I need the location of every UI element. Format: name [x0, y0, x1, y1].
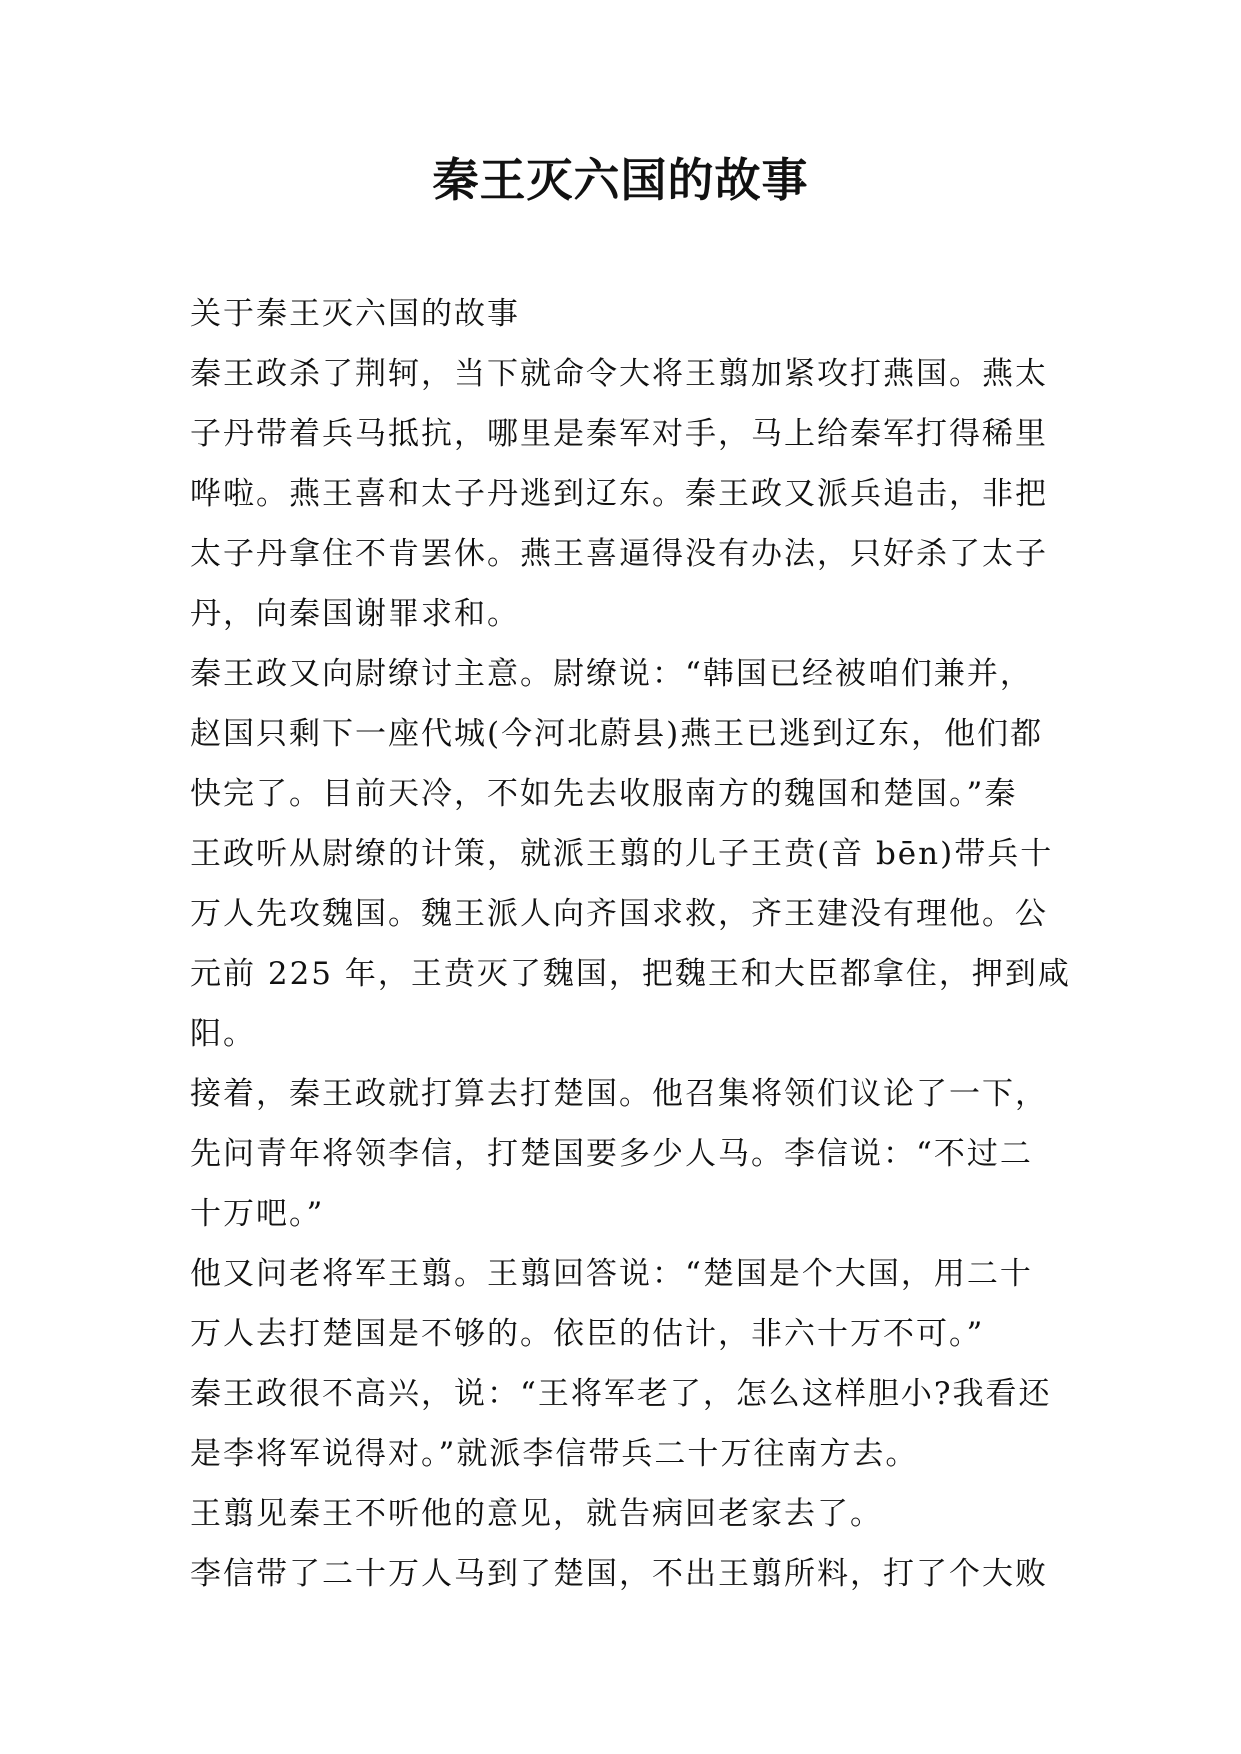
- text-line: 秦王政很不高兴，说：“王将军老了，怎么这样胆小?我看还: [190, 1376, 1052, 1412]
- text-line: 接着，秦王政就打算去打楚国。他召集将领们议论了一下，: [190, 1076, 1048, 1112]
- text-line: 万人去打楚国是不够的。依臣的估计，非六十万不可。”: [190, 1316, 985, 1352]
- text-line: 元前 225 年，王贲灭了魏国，把魏王和大臣都拿住，押到咸: [190, 956, 1071, 992]
- text-line: 王翦见秦王不听他的意见，就告病回老家去了。: [190, 1496, 883, 1532]
- text-line: 阳。: [190, 1016, 256, 1052]
- text-line: 是李将军说得对。”就派李信带兵二十万往南方去。: [190, 1436, 919, 1472]
- text-line: 王政听从尉缭的计策，就派王翦的儿子王贲(音 bēn)带兵十: [190, 836, 1054, 872]
- document-body: [190, 284, 1070, 1604]
- text-line: 秦王政又向尉缭讨主意。尉缭说：“韩国已经被咱们兼并，: [190, 656, 1033, 692]
- text-line: 他又问老将军王翦。王翦回答说：“楚国是个大国，用二十: [190, 1256, 1033, 1292]
- text-line: 赵国只剩下一座代城(今河北蔚县)燕王已逃到辽东，他们都: [190, 716, 1044, 752]
- text-line: 快完了。目前天冷，不如先去收服南方的魏国和楚国。”秦: [190, 776, 1018, 812]
- text-line: 丹，向秦国谢罪求和。: [190, 596, 520, 632]
- text-line: 关于秦王灭六国的故事: [190, 296, 520, 332]
- text-line: 先问青年将领李信，打楚国要多少人马。李信说：“不过二: [190, 1136, 1033, 1172]
- text-line: 李信带了二十万人马到了楚国，不出王翦所料，打了个大败: [190, 1556, 1048, 1592]
- text-line: 子丹带着兵马抵抗，哪里是秦军对手，马上给秦军打得稀里: [190, 416, 1048, 452]
- text-line: 太子丹拿住不肯罢休。燕王喜逼得没有办法，只好杀了太子: [190, 536, 1048, 572]
- text-line: 万人先攻魏国。魏王派人向齐国求救，齐王建没有理他。公: [190, 896, 1048, 932]
- text-line: 十万吧。”: [190, 1196, 325, 1232]
- text-line: 秦王政杀了荆轲，当下就命令大将王翦加紧攻打燕国。燕太: [190, 356, 1048, 392]
- text-line: 哗啦。燕王喜和太子丹逃到辽东。秦王政又派兵追击，非把: [190, 476, 1048, 512]
- document-title: 秦王灭六国的故事: [432, 153, 809, 207]
